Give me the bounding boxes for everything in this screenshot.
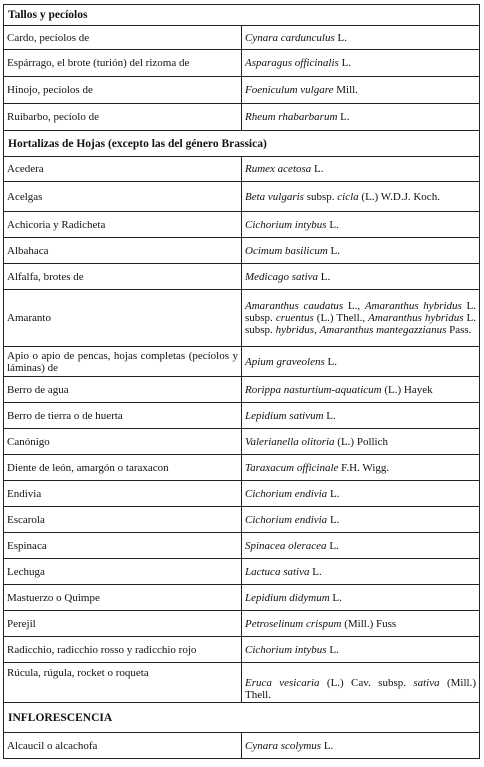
scientific-name: Valerianella olitoria (L.) Pollich	[242, 429, 480, 455]
common-name: Diente de león, amargón o taraxacon	[4, 455, 242, 481]
scientific-name: Rheum rhabarbarum L.	[242, 104, 480, 131]
table-row	[4, 403, 480, 429]
section-header	[4, 131, 480, 157]
table-row	[4, 733, 480, 759]
scientific-name: Rumex acetosa L.	[242, 157, 480, 182]
scientific-name: Ocimum basilicum L.	[242, 238, 480, 264]
section-title: Hortalizas de Hojas (excepto las del género Brassica)	[4, 131, 480, 157]
section-header	[4, 703, 480, 733]
table-row	[4, 377, 480, 403]
common-name: Albahaca	[4, 238, 242, 264]
common-name: Berro de tierra o de huerta	[4, 403, 242, 429]
table-row	[4, 238, 480, 264]
table-row	[4, 611, 480, 637]
table-row	[4, 212, 480, 238]
scientific-name: Taraxacum officinale F.H. Wigg.	[242, 455, 480, 481]
scientific-name: Lepidium sativum L.	[242, 403, 480, 429]
table-row	[4, 182, 480, 212]
common-name: Endivia	[4, 481, 242, 507]
common-name: Apio o apio de pencas, hojas completas (pecíolos y láminas) de	[4, 347, 242, 377]
scientific-name: Lepidium didymum L.	[242, 585, 480, 611]
table-row	[4, 663, 480, 703]
table-row	[4, 104, 480, 131]
common-name: Radicchio, radicchio rosso y radicchio rojo	[4, 637, 242, 663]
scientific-name: Eruca vesicaria (L.) Cav. subsp. sativa (Mill.) Thell.	[242, 663, 480, 703]
common-name: Perejil	[4, 611, 242, 637]
common-name: Rúcula, rúgula, rocket o roqueta	[4, 663, 242, 703]
scientific-name: Cichorium intybus L.	[242, 212, 480, 238]
scientific-name: Cichorium endivia L.	[242, 507, 480, 533]
scientific-name: Cichorium endivia L.	[242, 481, 480, 507]
scientific-name: Petroselinum crispum (Mill.) Fuss	[242, 611, 480, 637]
common-name: Cardo, pecíolos de	[4, 26, 242, 50]
table-row	[4, 481, 480, 507]
section-title: INFLORESCENCIA	[4, 703, 480, 733]
common-name: Espinaca	[4, 533, 242, 559]
scientific-name: Beta vulgaris subsp. cicla (L.) W.D.J. Koch.	[242, 182, 480, 212]
common-name: Mastuerzo o Quimpe	[4, 585, 242, 611]
scientific-name: Cichorium intybus L.	[242, 637, 480, 663]
common-name: Escarola	[4, 507, 242, 533]
table-row	[4, 347, 480, 377]
scientific-name: Lactuca sativa L.	[242, 559, 480, 585]
scientific-name: Cynara scolymus L.	[242, 733, 480, 759]
table-row	[4, 559, 480, 585]
scientific-name: Asparagus officinalis L.	[242, 50, 480, 77]
table-row	[4, 507, 480, 533]
common-name: Alcaucil o alcachofa	[4, 733, 242, 759]
table-row	[4, 585, 480, 611]
scientific-name: Amaranthus caudatus L., Amaranthus hybridus L. subsp. cruentus (L.) Thell., Amaranthus hybridus L. subsp. hybridus, Amaranthus mantegazzianus Pass.	[242, 290, 480, 347]
table-row	[4, 637, 480, 663]
section-title: Tallos y pecíolos	[4, 5, 480, 26]
section-header	[4, 5, 480, 26]
common-name: Espárrago, el brote (turión) del rizoma de	[4, 50, 242, 77]
common-name: Hinojo, pecíolos de	[4, 77, 242, 104]
common-name: Alfalfa, brotes de	[4, 264, 242, 290]
species-table	[3, 4, 480, 759]
common-name: Achicoria y Radicheta	[4, 212, 242, 238]
table-row	[4, 533, 480, 559]
common-name: Ruibarbo, pecíolo de	[4, 104, 242, 131]
common-name: Lechuga	[4, 559, 242, 585]
table-row	[4, 77, 480, 104]
table-row	[4, 157, 480, 182]
table-row	[4, 455, 480, 481]
common-name: Acelgas	[4, 182, 242, 212]
table-row	[4, 290, 480, 347]
table-row	[4, 50, 480, 77]
table-row	[4, 264, 480, 290]
common-name: Berro de agua	[4, 377, 242, 403]
scientific-name: Cynara cardunculus L.	[242, 26, 480, 50]
common-name: Canónigo	[4, 429, 242, 455]
scientific-name: Spinacea oleracea L.	[242, 533, 480, 559]
scientific-name: Medicago sativa L.	[242, 264, 480, 290]
scientific-name: Apium graveolens L.	[242, 347, 480, 377]
table-row	[4, 429, 480, 455]
scientific-name: Foeniculum vulgare Mill.	[242, 77, 480, 104]
common-name: Amaranto	[4, 290, 242, 347]
common-name: Acedera	[4, 157, 242, 182]
scientific-name: Rorippa nasturtium-aquaticum (L.) Hayek	[242, 377, 480, 403]
table-row	[4, 26, 480, 50]
